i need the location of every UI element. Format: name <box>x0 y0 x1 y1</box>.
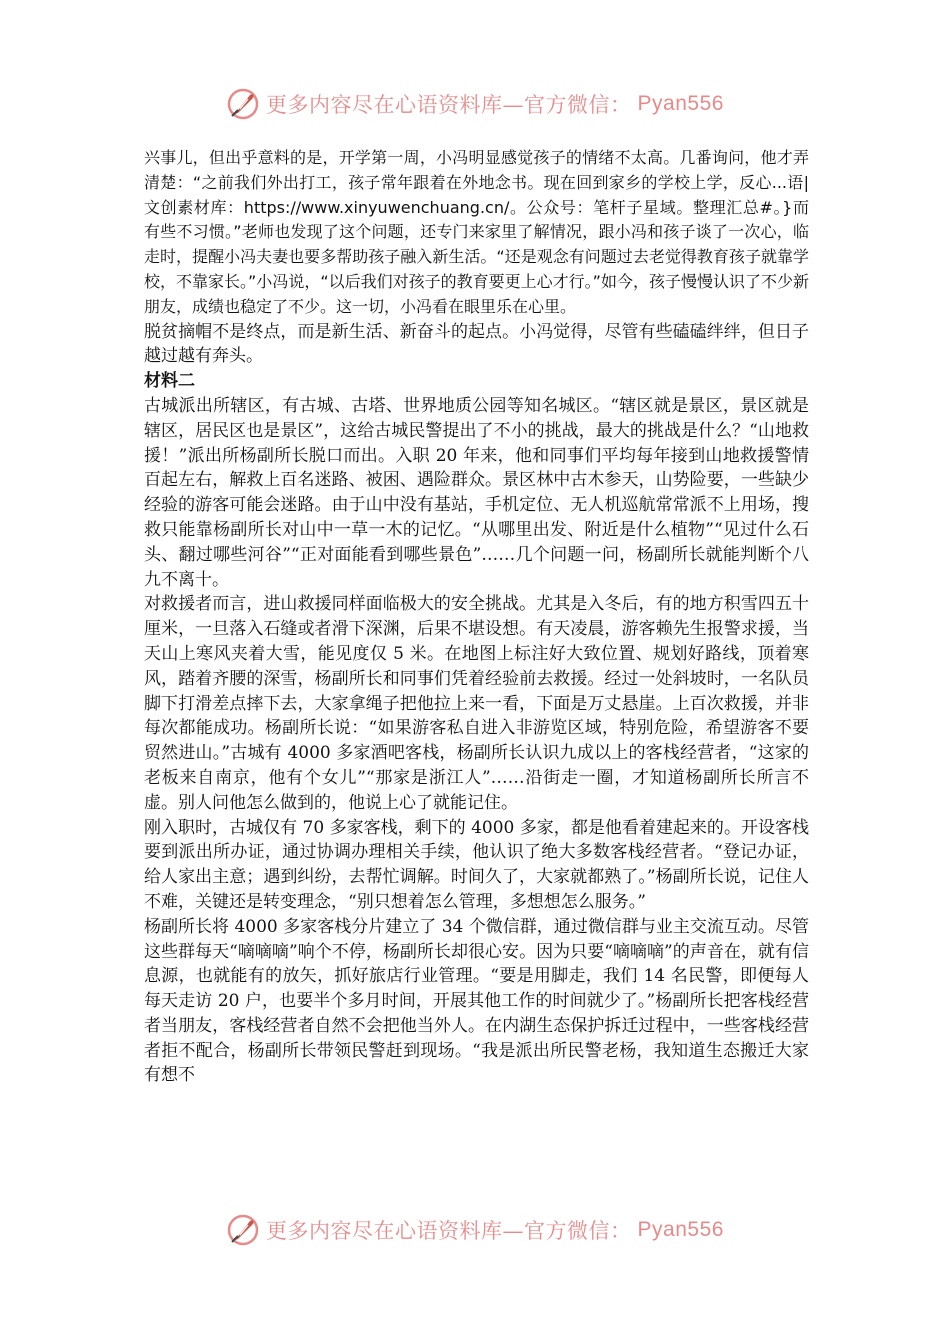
banner-text: 更多内容尽在心语资料库—官方微信： <box>266 93 632 117</box>
paragraph-4: 对救援者而言，进山救援同样面临极大的安全挑战。尤其是入冬后，有的地方积雪四五十厘米，一旦落入石缝或者滑下深渊，后果不堪设想。有天凌晨，游客赖先生报警求援，当天山上寒风夹着大雪，能见度仅 5 米。在地图上标注好大致位置、规划好路线，顶着寒风，踏着齐腰的深雪，杨副所长和同事们凭着经验前去救援。经过一处斜坡时，一名队员脚下打滑差点摔下去，大家拿绳子把他拉上来一看，下面是万丈悬崖。上百次救援，并非每次都能成功。杨副所长说：“如果游客私自进入非游览区域，特别危险，希望游客不要贸然进山。”古城有 4000 多家酒吧客栈，杨副所长认识九成以上的客栈经营者，“这家的老板来自南京，他有个女儿”“那家是浙江人”……沿街走一圈，才知道杨副所长所言不虚。别人问他怎么做到的，他说上心了就能记住。 <box>144 594 809 813</box>
paragraph-5: 刚入职时，古城仅有 70 多家客栈，剩下的 4000 多家，都是他看着建起来的。开设客栈要到派出所办证，通过协调办理相关手续，他认识了绝大多数客栈经营者。“登记办证，给人家出主意；遇到纠纷，去帮忙调解。时间久了，大家就都熟了。”杨副所长说，记住人不难，关键还是转变理念，“别只想着怎么管理，多想想怎么服务。” <box>144 817 809 912</box>
header-banner <box>0 84 950 124</box>
paragraph-2: 脱贫摘帽不是终点，而是新生活、新奋斗的起点。小冯觉得，尽管有些磕磕绊绊，但日子越过越有奔头。 <box>144 321 809 367</box>
paragraph-3: 古城派出所辖区，有古城、古塔、世界地质公园等知名城区。“辖区就是景区，景区就是辖区，居民区也是景区”，这给古城民警提出了不小的挑战，最大的挑战是什么？“山地救援！”派出所杨副所长脱口而出。入职 20 年来，他和同事们平均每年接到山地救援警情百起左右，解救上百名迷路、被困、遇险群众。景区林中古木参天，山势险要，一些缺少经验的游客可能会迷路。由于山中没有基站，手机定位、无人机巡航常常派不上用场，搜救只能靠杨副所长对山中一草一木的记忆。“从哪里出发、附近是什么植物”“见过什么石头、翻过哪些河谷”“正对面能看到哪些景色”……几个问题一问，杨副所长就能判断个八九不离十。 <box>144 395 809 590</box>
banner-text: 更多内容尽在心语资料库—官方微信： <box>266 1219 632 1243</box>
footer-banner <box>0 1210 950 1250</box>
banner-wechat-id: Pyan556 <box>637 92 724 115</box>
paragraph-6: 杨副所长将 4000 多家客栈分片建立了 34 个微信群，通过微信群与业主交流互动。尽管这些群每天“嘀嘀嘀”响个不停，杨副所长却很心安。因为只要“嘀嘀嘀”的声音在，就有信息源，也就能有的放矢，抓好旅店行业管理。“要是用脚走，我们 14 名民警，即便每人每天走访 20 户，也要半个多月时间，开展其他工作的时间就少了。”杨副所长把客栈经营者当朋友，客栈经营者自然不会把他当外人。在内湖生态保护拆迁过程中，一些客栈经营者拒不配合，杨副所长带领民警赶到现场。“我是派出所民警老杨，我知道生态搬迁大家有想不 <box>144 916 809 1086</box>
feather-pen-icon <box>226 1213 260 1247</box>
section-heading: 材料二 <box>144 371 195 392</box>
feather-pen-icon <box>226 87 260 121</box>
banner-wechat-id: Pyan556 <box>637 1218 724 1241</box>
paragraph-1: 兴事儿，但出乎意料的是，开学第一周，小冯明显感觉孩子的情绪不太高。几番询问，他才弄清楚：“之前我们外出打工，孩子常年跟着在外地念书。现在回到家乡的学校上学，反心...语|文创素材库：https://www.xinyuwenchuang.cn/。公众号：笔杆子星域。整理汇总#。}而有些不习惯。”老师也发现了这个问题，还专门来家里了解情况，跟小冯和孩子谈了一次心，临走时，提醒小冯夫妻也要多帮助孩子融入新生活。“还是观念有问题过去老觉得教育孩子就靠学校，不靠家长。”小冯说，“以后我们对孩子的教育要更上心才行。”如今，孩子慢慢认识了不少新朋友，成绩也稳定了不少。这一切，小冯看在眼里乐在心里。 <box>144 148 809 316</box>
document-body <box>144 146 809 1088</box>
